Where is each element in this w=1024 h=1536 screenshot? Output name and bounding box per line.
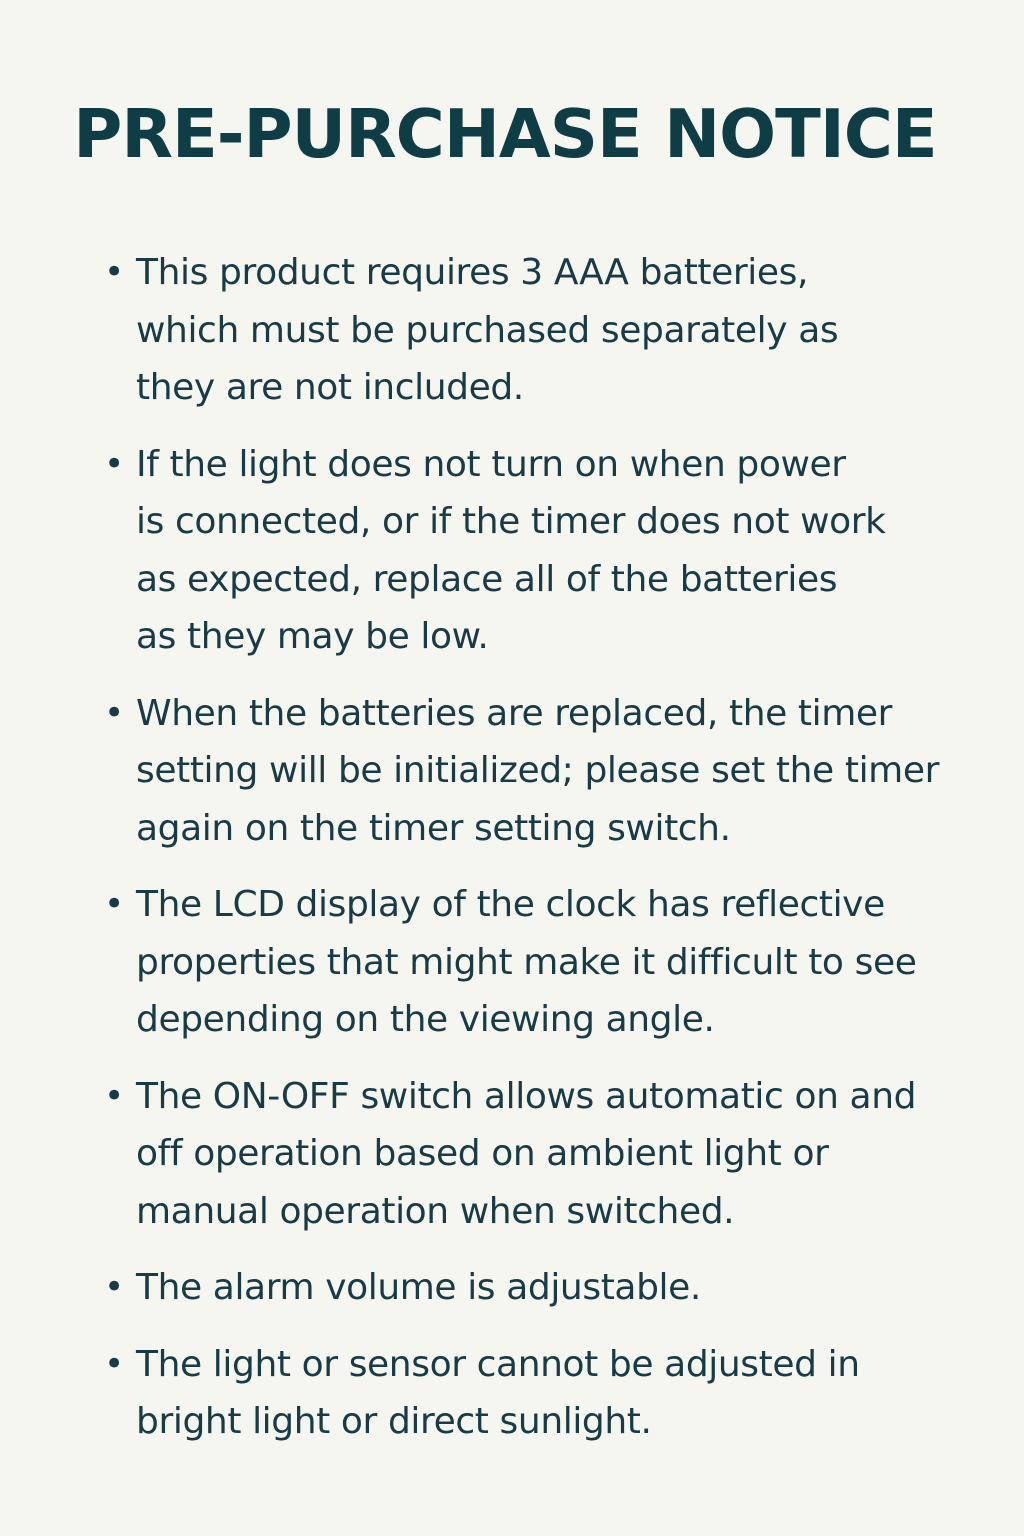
notice-line: which must be purchased separately as [136, 309, 839, 351]
notice-line: The light or sensor cannot be adjusted in [136, 1343, 860, 1385]
notice-line: off operation based on ambient light or [136, 1133, 829, 1174]
bullet-icon: • [104, 1075, 124, 1116]
bullet-icon: • [104, 252, 124, 292]
notice-item-3 [0, 685, 1024, 858]
bullet-icon: • [104, 1267, 124, 1307]
notice-line: When the batteries are replaced, the timer [136, 692, 893, 734]
bullet-icon: • [104, 443, 124, 484]
notice-line: The ON-OFF switch allows automatic on and [136, 1075, 917, 1117]
notice-line: The LCD display of the clock has reflective [136, 884, 885, 925]
notice-line: they are not included. [136, 367, 524, 408]
notice-line: again on the timer setting switch. [136, 807, 731, 849]
notice-line: setting will be initialized; please set the timer [136, 750, 939, 791]
notice-line: manual operation when switched. [136, 1190, 735, 1232]
notice-line: bright light or direct sunlight. [136, 1401, 652, 1442]
notice-line: is connected, or if the timer does not work [136, 501, 886, 542]
notice-list [0, 244, 1024, 1470]
bullet-icon: • [104, 692, 124, 733]
notice-line: as expected, replace all of the batteries [136, 558, 838, 600]
notice-line: depending on the viewing angle. [136, 999, 715, 1040]
page-title: PRE-PURCHASE NOTICE [73, 95, 937, 173]
bullet-icon: • [104, 1343, 124, 1384]
notice-item-4 [0, 876, 1024, 1049]
notice-item-5 [0, 1068, 1024, 1241]
bullet-icon: • [104, 884, 124, 924]
notice-line: If the light does not turn on when power [136, 443, 846, 485]
notice-item-2 [0, 436, 1024, 666]
notice-line: as they may be low. [136, 616, 489, 657]
notice-line: properties that might make it difficult to see [136, 941, 917, 983]
notice-item-1 [0, 244, 1024, 417]
notice-item-6 [0, 1259, 1024, 1317]
notice-line: The alarm volume is adjustable. [136, 1267, 701, 1308]
notice-line: This product requires 3 AAA batteries, [136, 252, 809, 293]
notice-item-7 [0, 1336, 1024, 1451]
